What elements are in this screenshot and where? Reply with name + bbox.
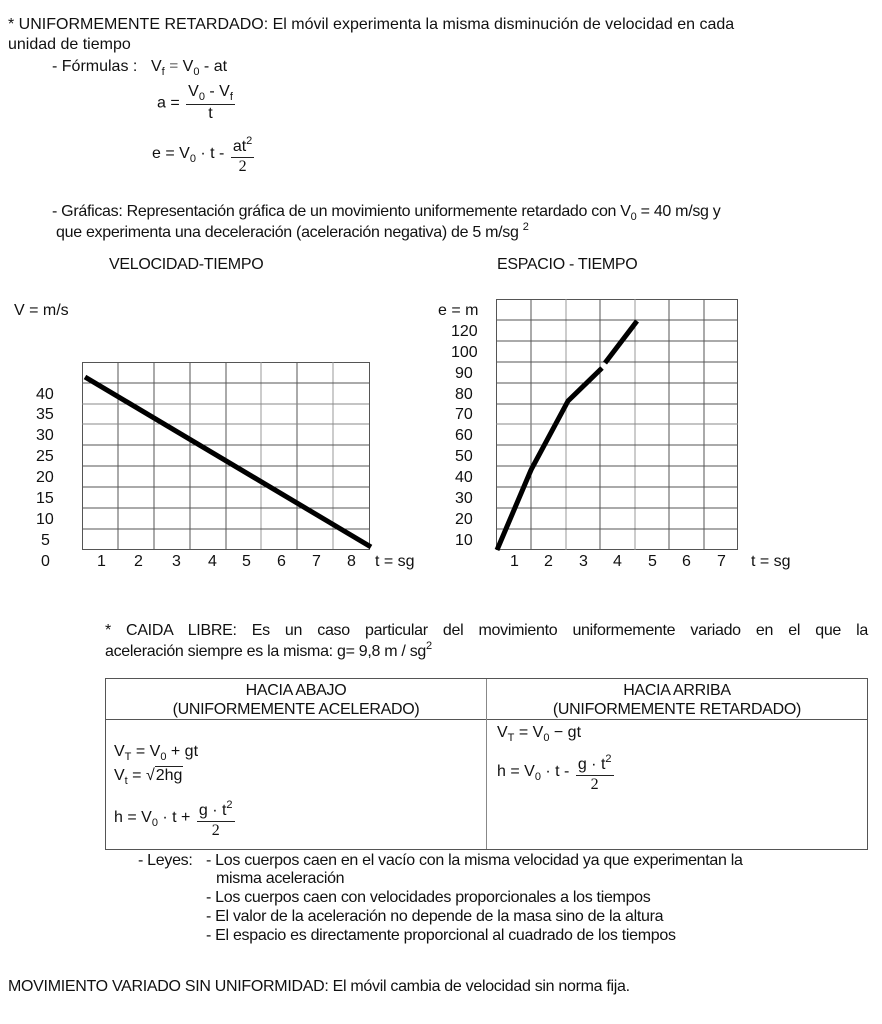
formula-text: = V bbox=[514, 724, 544, 741]
y-tick: 40 bbox=[455, 469, 473, 486]
formula-sub: 0 bbox=[151, 817, 158, 830]
formula-text: · t - bbox=[540, 763, 570, 781]
y-tick: 80 bbox=[455, 386, 473, 403]
text-sup: 2 bbox=[522, 221, 529, 233]
header-text: (UNIFORMEMENTE ACELERADO) bbox=[172, 701, 420, 718]
ley-item: - Los cuerpos caen con velocidades proporcionales a los tiempos bbox=[206, 889, 651, 906]
y-tick: 100 bbox=[451, 344, 478, 361]
x-tick: 2 bbox=[544, 553, 553, 570]
formula-text: = bbox=[169, 58, 179, 75]
distance-chart-grid bbox=[496, 299, 738, 550]
x-tick: 1 bbox=[97, 553, 106, 570]
y-tick: 25 bbox=[36, 448, 54, 465]
formula-sub: 0 bbox=[160, 751, 167, 763]
formula-sub: 0 bbox=[534, 771, 541, 784]
chart-title-velocidad-tiempo: VELOCIDAD-TIEMPO bbox=[109, 256, 264, 273]
x-tick: 4 bbox=[613, 553, 622, 570]
ley-item: - El espacio es directamente proporcional al cuadrado de los tiempos bbox=[206, 927, 676, 944]
text-sub: 0 bbox=[630, 211, 637, 223]
formula-sub: 0 bbox=[189, 153, 196, 166]
y-tick: 15 bbox=[36, 490, 54, 507]
y-tick: 5 bbox=[41, 532, 50, 549]
velocity-chart-ylabel: V = m/s bbox=[14, 302, 69, 319]
formula-text: - V bbox=[204, 83, 230, 100]
section-heading-uniformemente-retardado: * UNIFORMEMENTE RETARDADO: El móvil experimenta la misma disminución de velocidad en cada bbox=[8, 16, 735, 33]
ley-item: - Los cuerpos caen en el vacío con la misma velocidad ya que experimentan la bbox=[206, 852, 743, 869]
distance-chart-xlabel: t = sg bbox=[751, 553, 791, 570]
text-sup: 2 bbox=[426, 640, 432, 652]
formula-text: − gt bbox=[549, 724, 582, 741]
formula-sub: t bbox=[124, 775, 128, 787]
formula-h-up bbox=[497, 753, 616, 794]
y-tick: 70 bbox=[455, 406, 473, 423]
leyes-label: - Leyes: bbox=[138, 852, 193, 869]
y-tick: 90 bbox=[455, 365, 473, 382]
header-text: HACIA ABAJO bbox=[245, 682, 347, 699]
formula-vt-down bbox=[114, 743, 198, 763]
formula-text: h = V bbox=[114, 809, 152, 827]
formula-sub: 0 bbox=[543, 732, 550, 744]
y-tick: 0 bbox=[41, 553, 50, 570]
formula-sub: f bbox=[161, 66, 165, 78]
formula-text: t bbox=[208, 105, 213, 123]
formula-sub: 0 bbox=[198, 91, 205, 103]
x-tick: 7 bbox=[312, 553, 321, 570]
y-tick: 50 bbox=[455, 448, 473, 465]
caida-libre-table bbox=[105, 678, 868, 850]
distance-chart-ylabel: e = m bbox=[438, 302, 479, 319]
x-tick: 6 bbox=[682, 553, 691, 570]
formula-sup: 2 bbox=[246, 135, 253, 147]
formula-sub: 0 bbox=[193, 66, 200, 78]
formula-vt-sqrt bbox=[114, 767, 183, 787]
y-tick: 35 bbox=[36, 406, 54, 423]
formula-text: = √ bbox=[127, 767, 155, 784]
y-tick: 120 bbox=[451, 323, 478, 340]
ley-item: - El valor de la aceleración no depende de la masa sino de la altura bbox=[206, 908, 664, 925]
table-header-hacia-abajo bbox=[106, 679, 486, 720]
formula-sub: f bbox=[229, 91, 233, 103]
x-tick: 6 bbox=[277, 553, 286, 570]
formula-text: 2hg bbox=[155, 767, 183, 784]
y-tick: 30 bbox=[36, 427, 54, 444]
formula-text: a = bbox=[157, 94, 180, 112]
formula-text: V bbox=[497, 724, 508, 741]
chart-title-espacio-tiempo: ESPACIO - TIEMPO bbox=[497, 256, 638, 273]
formula-sup: 2 bbox=[605, 753, 612, 765]
formula-text: V bbox=[114, 767, 125, 784]
header-text: HACIA ARRIBA bbox=[623, 682, 731, 699]
formula-text: = V bbox=[131, 743, 161, 760]
table-header-hacia-arriba bbox=[487, 679, 867, 720]
x-tick: 5 bbox=[242, 553, 251, 570]
y-tick: 10 bbox=[455, 532, 473, 549]
formula-text: g · t bbox=[198, 802, 227, 819]
x-tick: 3 bbox=[579, 553, 588, 570]
formula-text: 2 bbox=[590, 775, 599, 793]
text: aceleración siempre es la misma: g= 9,8 m / sg bbox=[105, 643, 427, 660]
formula-sub: T bbox=[507, 732, 515, 744]
x-tick: 4 bbox=[208, 553, 217, 570]
y-tick: 60 bbox=[455, 427, 473, 444]
formula-text: 2 bbox=[211, 821, 220, 839]
y-tick: 40 bbox=[36, 386, 54, 403]
section-heading-movimiento-variado: MOVIMIENTO VARIADO SIN UNIFORMIDAD: El móvil cambia de velocidad sin norma fija. bbox=[8, 978, 630, 995]
caida-libre-line2 bbox=[105, 640, 432, 661]
formula-text: at bbox=[232, 138, 247, 155]
formula-text: · t + bbox=[157, 809, 191, 827]
formula-text: - at bbox=[199, 58, 228, 75]
formulas-label: - Fórmulas : bbox=[52, 58, 138, 75]
formula-text: + gt bbox=[166, 743, 199, 760]
formula-h-down bbox=[114, 799, 237, 840]
formula-text: 2 bbox=[238, 157, 247, 175]
caida-libre-line1 bbox=[105, 622, 868, 640]
ley-item-cont: misma aceleración bbox=[216, 870, 345, 887]
formula-text: h = V bbox=[497, 763, 535, 781]
x-tick: 7 bbox=[717, 553, 726, 570]
header-text: (UNIFORMEMENTE RETARDADO) bbox=[552, 701, 802, 718]
y-tick: 20 bbox=[36, 469, 54, 486]
text: * CAIDA LIBRE: Es un caso particular del movimiento uniformemente variado en el que la bbox=[105, 622, 868, 639]
x-tick: 1 bbox=[510, 553, 519, 570]
formula-sup: 2 bbox=[226, 799, 233, 811]
formula-text: V bbox=[182, 58, 194, 75]
formula-text: V bbox=[114, 743, 125, 760]
formula-text: · t - bbox=[195, 145, 225, 163]
text: = 40 m/sg y bbox=[636, 203, 721, 220]
x-tick: 5 bbox=[648, 553, 657, 570]
velocity-chart-xlabel: t = sg bbox=[375, 553, 415, 570]
formula-text: e = V bbox=[152, 145, 190, 163]
section-heading-continuation: unidad de tiempo bbox=[8, 36, 131, 53]
y-tick: 20 bbox=[455, 511, 473, 528]
distance-line bbox=[497, 321, 637, 550]
text: - Gráficas: Representación gráfica de un movimiento uniformemente retardado con V bbox=[52, 203, 631, 220]
formula-sub: T bbox=[124, 751, 132, 763]
y-tick: 30 bbox=[455, 490, 473, 507]
y-tick: 10 bbox=[36, 511, 54, 528]
x-tick: 3 bbox=[172, 553, 181, 570]
velocity-line bbox=[85, 377, 371, 547]
text: que experimenta una deceleración (aceleración negativa) de 5 m/sg bbox=[56, 224, 519, 241]
formula-text: V bbox=[188, 83, 199, 100]
formula-text: g · t bbox=[577, 756, 606, 773]
x-tick: 2 bbox=[134, 553, 143, 570]
x-tick: 8 bbox=[347, 553, 356, 570]
formula-text: V bbox=[151, 58, 162, 75]
formula-vt-up bbox=[497, 724, 581, 744]
